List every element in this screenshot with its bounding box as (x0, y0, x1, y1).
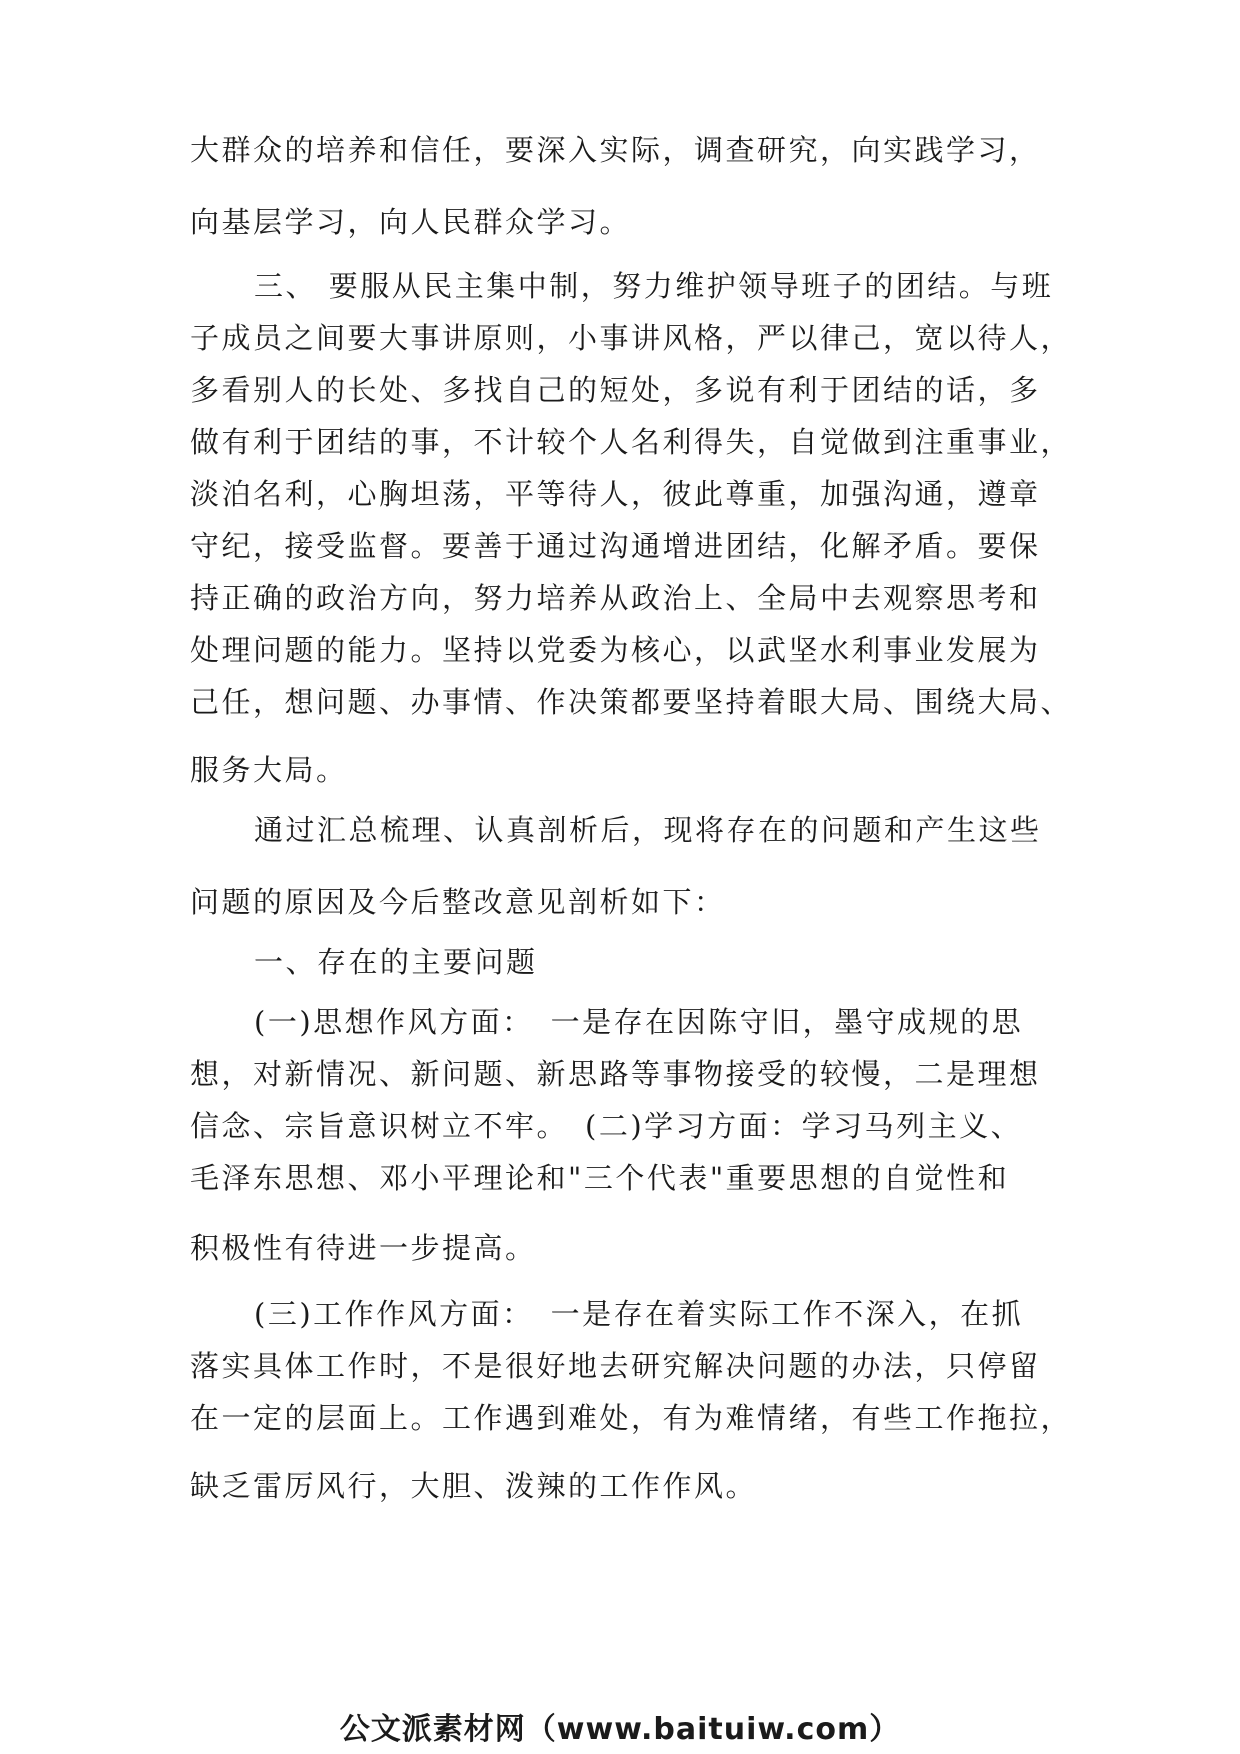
body-line: (一)思想作风方面： 一是存在因陈守旧，墨守成规的思 (254, 1005, 1024, 1039)
body-line: 大群众的培养和信任，要深入实际，调查研究，向实践学习， (190, 133, 1041, 167)
body-line: 处理问题的能力。坚持以党委为核心，以武坚水利事业发展为 (190, 633, 1041, 667)
body-line: 多看别人的长处、多找自己的短处，多说有利于团结的话，多 (190, 373, 1041, 407)
body-line: 毛泽东思想、邓小平理论和"三个代表"重要思想的自觉性和 (190, 1161, 1010, 1195)
footer-watermark: 公文派素材网（www.baituiw.com） (339, 1712, 901, 1747)
body-line: 问题的原因及今后整改意见剖析如下： (190, 885, 726, 919)
body-line: 子成员之间要大事讲原则，小事讲风格，严以律己，宽以待人， (190, 321, 1073, 355)
body-line: 在一定的层面上。工作遇到难处，有为难情绪，有些工作拖拉， (190, 1401, 1073, 1435)
body-line: 三、 要服从民主集中制，努力维护领导班子的团结。与班 (254, 269, 1054, 303)
body-line: 落实具体工作时，不是很好地去研究解决问题的办法，只停留 (190, 1349, 1041, 1383)
body-line: 一、存在的主要问题 (254, 945, 538, 979)
body-line: 持正确的政治方向，努力培养从政治上、全局中去观察思考和 (190, 581, 1041, 615)
body-line: 服务大局。 (190, 753, 348, 787)
body-line: 做有利于团结的事，不计较个人名利得失，自觉做到注重事业， (190, 425, 1073, 459)
body-line: 想，对新情况、新问题、新思路等事物接受的较慢，二是理想 (190, 1057, 1041, 1091)
body-line: 信念、宗旨意识树立不牢。 (二)学习方面：学习马列主义、 (190, 1109, 1023, 1143)
body-line: 向基层学习，向人民群众学习。 (190, 205, 632, 239)
body-line: 己任，想问题、办事情、作决策都要坚持着眼大局、围绕大局、 (190, 685, 1073, 719)
body-line: 积极性有待进一步提高。 (190, 1231, 537, 1265)
body-line: (三)工作作风方面： 一是存在着实际工作不深入，在抓 (254, 1297, 1024, 1331)
body-line: 淡泊名利，心胸坦荡，平等待人，彼此尊重，加强沟通，遵章 (190, 477, 1041, 511)
body-line: 缺乏雷厉风行，大胆、泼辣的工作作风。 (190, 1469, 758, 1503)
body-line: 守纪，接受监督。要善于通过沟通增进团结，化解矛盾。要保 (190, 529, 1041, 563)
body-line: 通过汇总梳理、认真剖析后，现将存在的问题和产生这些 (254, 813, 1042, 847)
